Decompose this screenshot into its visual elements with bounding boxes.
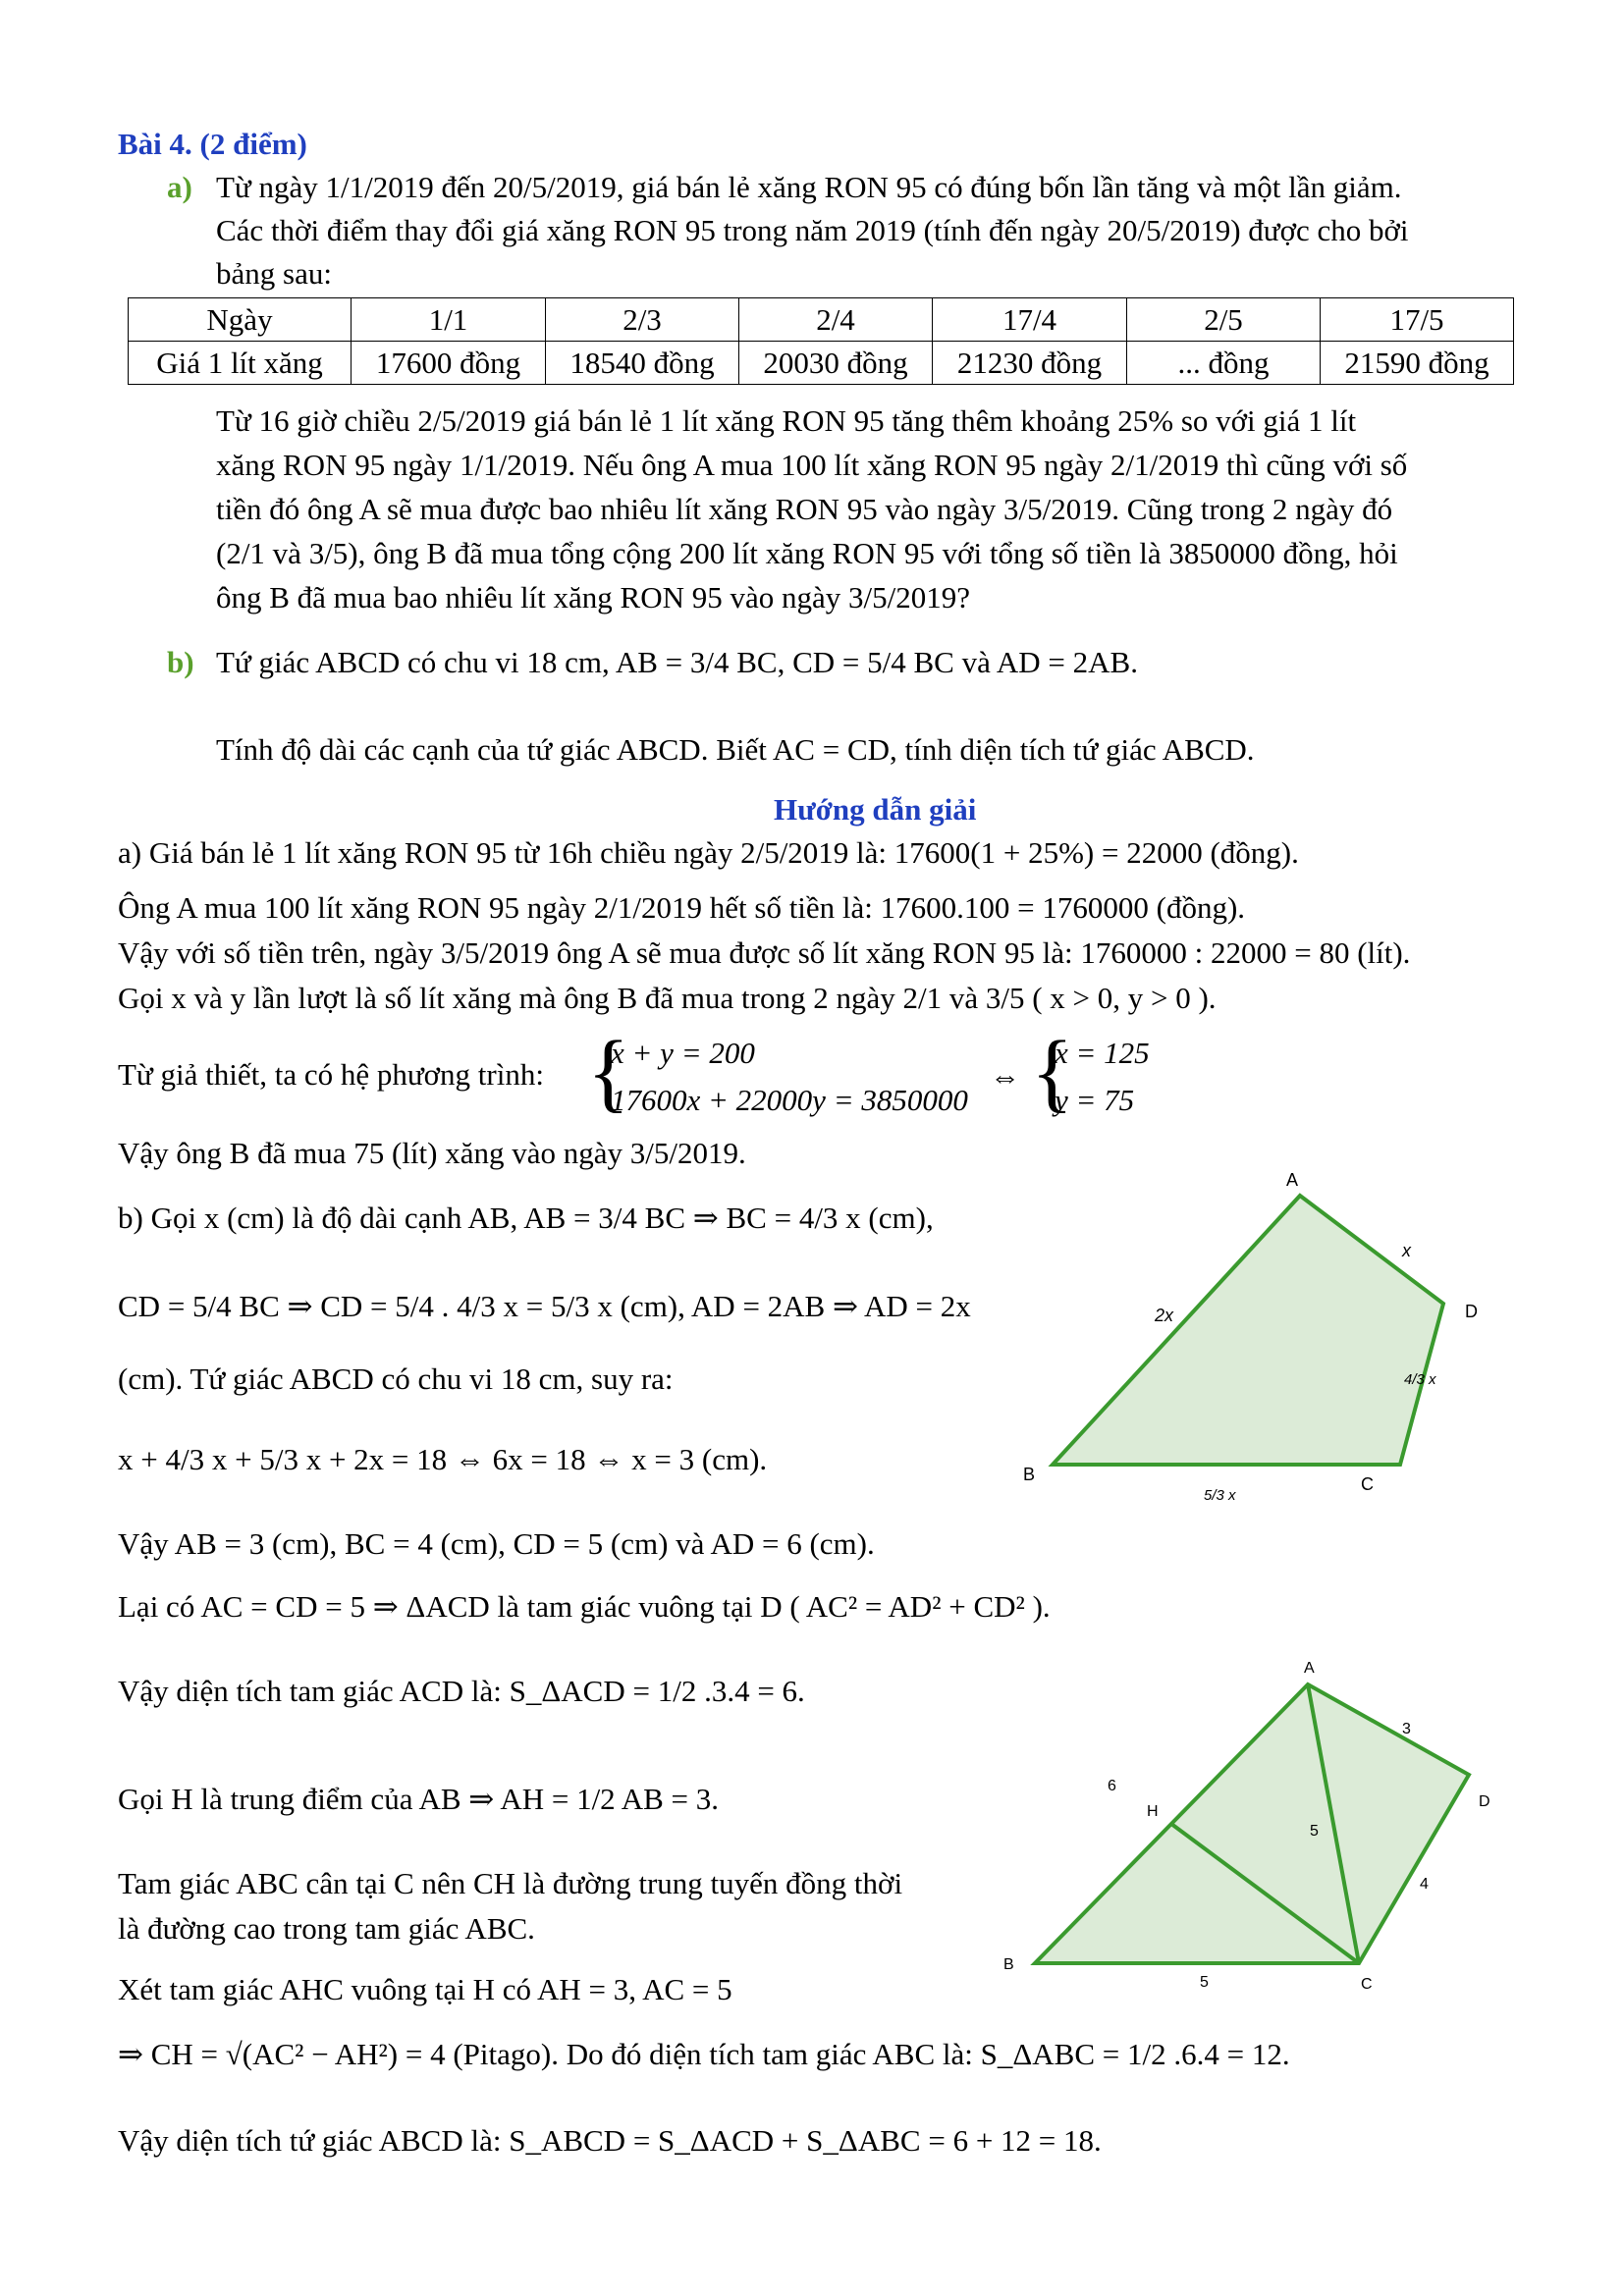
sol-b-line-10: là đường cao trong tam giác ABC. [118,1911,535,1946]
price-table [128,297,1514,385]
sol-b-line-8: Gọi H là trung điểm của AB ⇒ AH = 1/2 AB = 3. [118,1782,720,1816]
part-a-para-3: tiền đó ông A sẽ mua được bao nhiêu lít xăng RON 95 vào ngày 3/5/2019. Cũng trong 2 ngày đó [216,492,1393,526]
sol-a-line-3: Vậy với số tiền trên, ngày 3/5/2019 ông A sẽ mua được số lít xăng RON 95 là: 1760000 : 22000 = 80 (lít). [118,935,1411,970]
figure1-label-C: C [1361,1474,1374,1494]
sol-b-line-6: Lại có AC = CD = 5 ⇒ ΔACD là tam giác vuông tại D ( AC² = AD² + CD² ). [118,1589,1051,1624]
figure2-length-AC: 5 [1310,1823,1319,1840]
system-res-1: x = 125 [1055,1036,1150,1070]
part-b-text-2: Tính độ dài các cạnh của tứ giác ABCD. Biết AC = CD, tính diện tích tứ giác ABCD. [216,732,1255,767]
problem-header: Bài 4. (2 điểm) [118,127,307,161]
table-cell: Ngày [129,298,352,342]
figure1-label-A: A [1286,1170,1299,1190]
system-lead: Từ giả thiết, ta có hệ phương trình: [118,1057,544,1092]
sol-b-line-5: Vậy AB = 3 (cm), BC = 4 (cm), CD = 5 (cm) và AD = 6 (cm). [118,1526,875,1561]
figure2-label-B: B [1003,1956,1014,1973]
part-a-line-2: Các thời điểm thay đổi giá xăng RON 95 trong năm 2019 (tính đến ngày 20/5/2019) được cho bởi [216,213,1409,247]
figure2-label-D: D [1479,1793,1490,1810]
part-a-para-5: ông B đã mua bao nhiêu lít xăng RON 95 vào ngày 3/5/2019? [216,580,970,614]
part-a-para-4: (2/1 và 3/5), ông B đã mua tổng cộng 200 lít xăng RON 95 với tổng số tiền là 3850000 đồng, hỏi [216,536,1398,570]
table-cell: 2/5 [1127,298,1321,342]
table-row [129,298,1514,342]
figure2-length-CD: 4 [1420,1876,1429,1893]
figure1-side-CD: 4/3 x [1404,1371,1436,1388]
figure2-label-H: H [1147,1803,1159,1820]
sol-b-line-9: Tam giác ABC cân tại C nên CH là đường trung tuyến đồng thời [118,1866,903,1900]
figure2-length-AB: 6 [1108,1778,1116,1794]
sol-b-line-4: x + 4/3 x + 5/3 x + 2x = 18 ⇔ 6x = 18 ⇔ x = 3 (cm). [118,1442,768,1476]
table-cell: ... đồng [1127,342,1321,385]
table-cell: 2/3 [546,298,739,342]
sol-b-line-12: ⇒ CH = √(AC² − AH²) = 4 (Pitago). Do đó diện tích tam giác ABC là: S_ΔABC = 1/2 .6.4 = 12. [118,2037,1290,2071]
table-cell: 21230 đồng [933,342,1127,385]
sol-a-line-4: Gọi x và y lần lượt là số lít xăng mà ông B đã mua trong 2 ngày 2/1 và 3/5 ( x > 0, y > 0 ). [118,981,1217,1015]
system-brace: { [587,1024,630,1121]
table-cell: 1/1 [352,298,546,342]
figure1-side-BC: 5/3 x [1204,1487,1236,1504]
quadrilateral-figure-2 [992,1653,1512,2006]
part-a-para-2: xăng RON 95 ngày 1/1/2019. Nếu ông A mua 100 lít xăng RON 95 ngày 2/1/2019 thì cũng với số [216,448,1408,482]
sol-a-line-1: a) Giá bán lẻ 1 lít xăng RON 95 từ 16h chiều ngày 2/5/2019 là: 17600(1 + 25%) = 22000 (đồng). [118,835,1299,870]
table-cell: 20030 đồng [739,342,933,385]
sol-b-line-13: Vậy diện tích tứ giác ABCD là: S_ABCD = S_ΔACD + S_ΔABC = 6 + 12 = 18. [118,2123,1102,2158]
figure1-side-AB: x [1402,1241,1411,1260]
figure1-label-D: D [1465,1302,1478,1321]
sol-a-line-2: Ông A mua 100 lít xăng RON 95 ngày 2/1/2019 hết số tiền là: 17600.100 = 1760000 (đồng). [118,890,1246,925]
figure1-quadrilateral [1053,1196,1443,1465]
table-cell: 21590 đồng [1321,342,1514,385]
system-res-2: y = 75 [1055,1083,1135,1117]
table-cell: 17/4 [933,298,1127,342]
table-cell: 17/5 [1321,298,1514,342]
part-a-line-1: Từ ngày 1/1/2019 đến 20/5/2019, giá bán lẻ xăng RON 95 có đúng bốn lần tăng và một lần giảm. [216,170,1402,204]
part-b-text-1: Tứ giác ABCD có chu vi 18 cm, AB = 3/4 BC, CD = 5/4 BC và AD = 2AB. [216,645,1138,679]
sol-b-line-7: Vậy diện tích tam giác ACD là: S_ΔACD = 1/2 .3.4 = 6. [118,1674,805,1708]
part-a-label: a) [167,170,192,204]
table-cell: 2/4 [739,298,933,342]
sol-b-line-2: CD = 5/4 BC ⇒ CD = 5/4 . 4/3 x = 5/3 x (cm), AD = 2AB ⇒ AD = 2x [118,1289,971,1323]
part-b-label: b) [167,645,194,679]
table-cell: 17600 đồng [352,342,546,385]
figure2-label-A: A [1304,1660,1315,1677]
table-cell: 18540 đồng [546,342,739,385]
sol-b-line-1: b) Gọi x (cm) là độ dài cạnh AB, AB = 3/4 BC ⇒ BC = 4/3 x (cm), [118,1201,934,1235]
system-eq-2: 17600x + 22000y = 3850000 [611,1083,968,1117]
solution-title: Hướng dẫn giải [774,792,977,827]
quadrilateral-figure-1 [1011,1168,1532,1531]
part-a-para-1: Từ 16 giờ chiều 2/5/2019 giá bán lẻ 1 lít xăng RON 95 tăng thêm khoảng 25% so với giá 1 lít [216,403,1357,438]
sol-a-end: Vậy ông B đã mua 75 (lít) xăng vào ngày 3/5/2019. [118,1136,746,1170]
part-a-line-3: bảng sau: [216,256,332,291]
equivalence-symbol: ⇔ [990,1059,1020,1094]
result-brace: { [1031,1024,1074,1121]
figure2-length-AD: 3 [1402,1721,1411,1737]
table-row [129,342,1514,385]
sol-b-line-3: (cm). Tứ giác ABCD có chu vi 18 cm, suy ra: [118,1362,674,1396]
figure2-length-BC: 5 [1200,1974,1209,1991]
figure1-side-AD: 2x [1155,1306,1174,1325]
sol-b-line-11: Xét tam giác AHC vuông tại H có AH = 3, AC = 5 [118,1972,732,2006]
figure1-label-B: B [1023,1465,1036,1484]
table-cell: Giá 1 lít xăng [129,342,352,385]
figure2-label-C: C [1361,1976,1373,1993]
system-eq-1: x + y = 200 [611,1036,755,1070]
